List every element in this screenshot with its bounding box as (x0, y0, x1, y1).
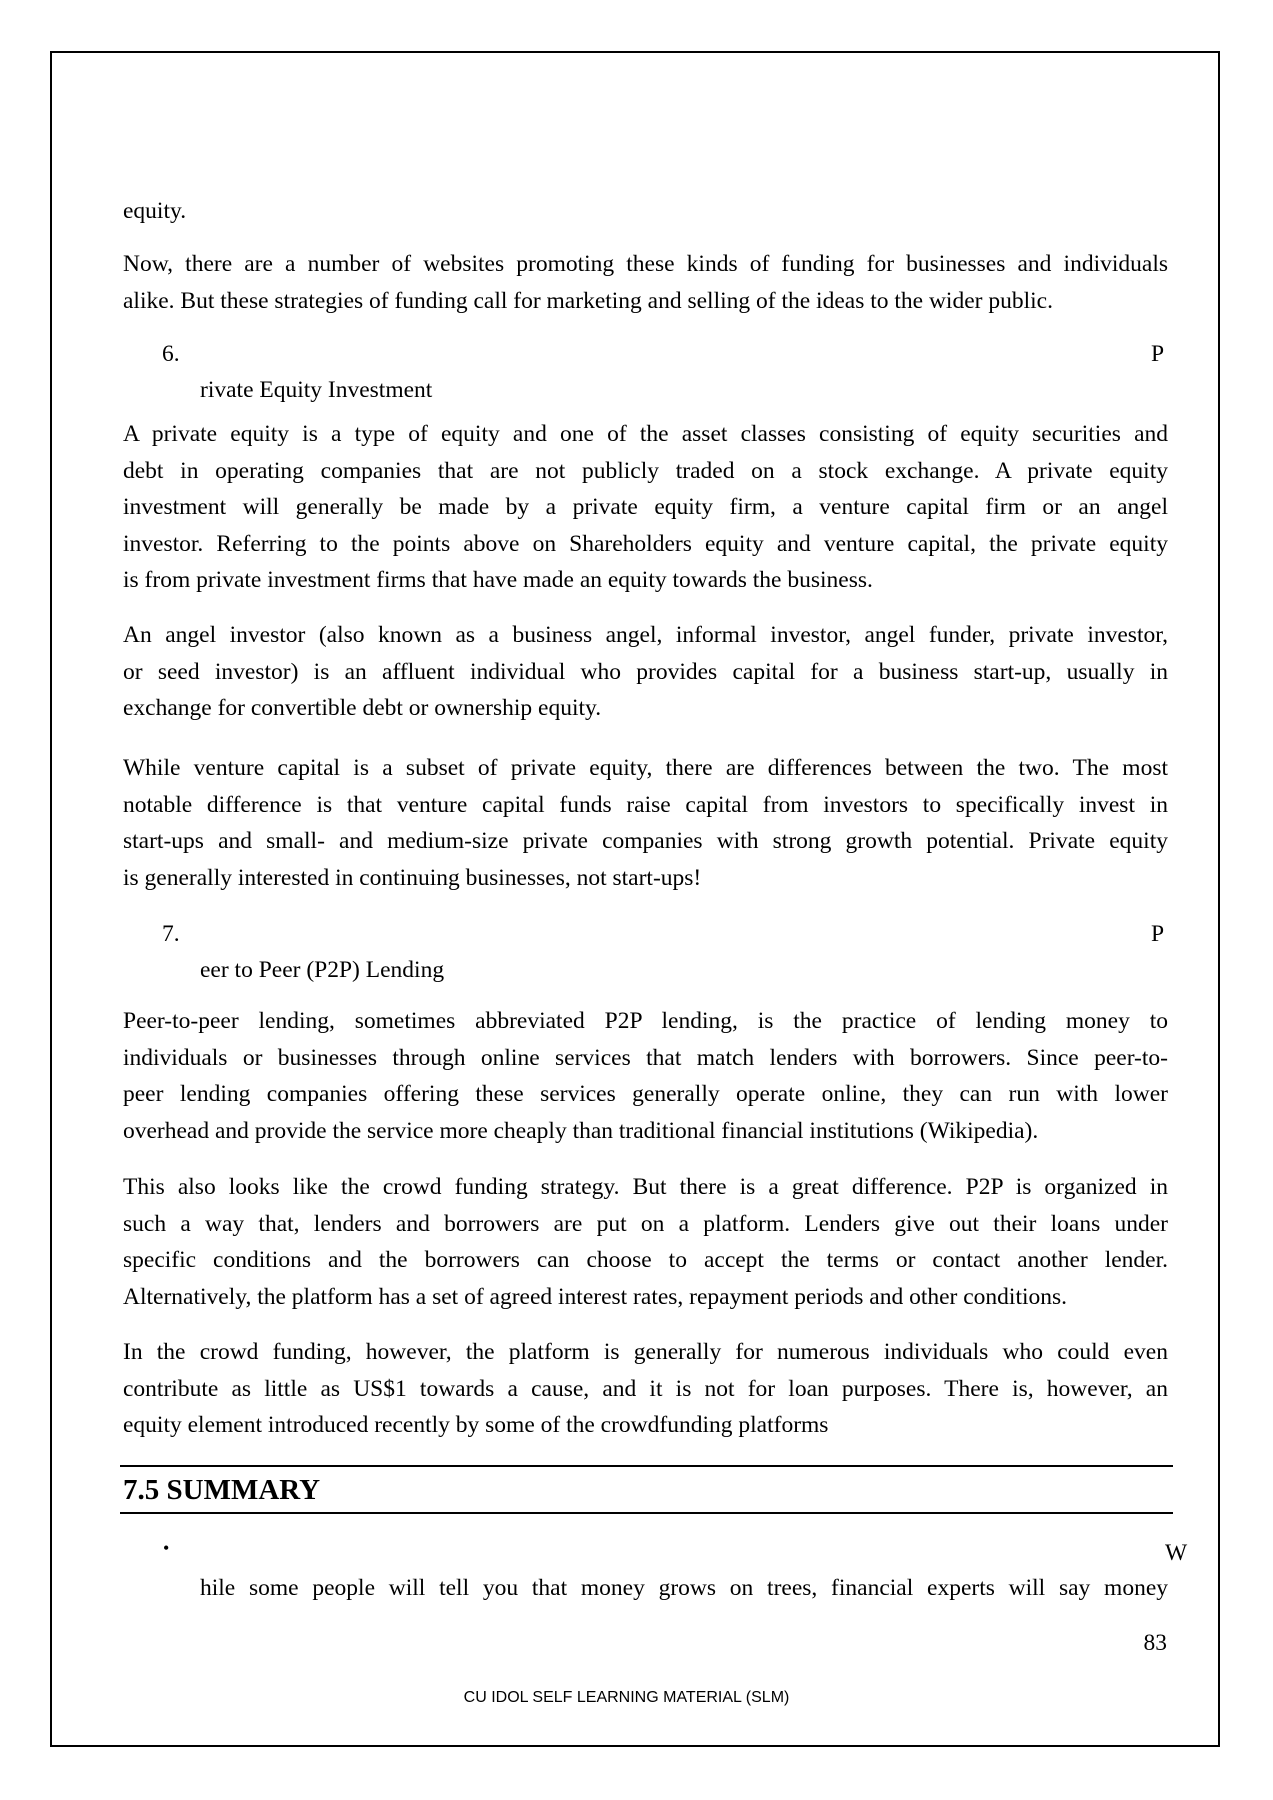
intro-paragraph (123, 246, 1168, 319)
p2p-definition-paragraph (123, 1003, 1168, 1149)
paragraph-line: alike. But these strategies of funding call for marketing and selling of the ideas to the wider public. (123, 287, 1053, 314)
page-number: 83 (1143, 1630, 1167, 1656)
paragraph-line: Alternatively, the platform has a set of agreed interest rates, repayment periods and other conditions. (123, 1283, 1068, 1310)
paragraph-line: While venture capital is a subset of private equity, there are differences between the two. The most (123, 755, 1168, 781)
section-7-number: 7. (162, 921, 180, 947)
paragraph-line: debt in operating companies that are not publicly traded on a stock exchange. A private equity (123, 457, 1168, 484)
paragraph-line: or seed investor) is an affluent individual who provides capital for a business start-up, usually in (123, 658, 1168, 685)
summary-top-rule (120, 1465, 1173, 1467)
paragraph-line: notable difference is that venture capital funds raise capital from investors to specifically invest in (123, 791, 1168, 818)
summary-bottom-rule (120, 1512, 1173, 1514)
paragraph-line: Now, there are a number of websites promoting these kinds of funding for businesses and individuals (123, 251, 1168, 277)
paragraph-line: is from private investment firms that have made an equity towards the business. (123, 567, 873, 594)
paragraph-line: individuals or businesses through online services that match lenders with borrowers. Since peer-to- (123, 1044, 1168, 1071)
summary-bullet-text (200, 1570, 1168, 1607)
paragraph-line: exchange for convertible debt or ownership equity. (123, 695, 602, 722)
footer-text: CU IDOL SELF LEARNING MATERIAL (SLM) (463, 1689, 790, 1706)
paragraph-line: This also looks like the crowd funding strategy. But there is a great difference. P2P is organized in (123, 1174, 1168, 1200)
section-6-number: 6. (162, 341, 180, 367)
paragraph-line: investor. Referring to the points above on Shareholders equity and venture capital, the private equity (123, 530, 1168, 557)
paragraph-line: investment will generally be made by a private equity firm, a venture capital firm or an angel (123, 494, 1168, 521)
paragraph-line: hile some people will tell you that money grows on trees, financial experts will say money (200, 1575, 1168, 1601)
paragraph-line: A private equity is a type of equity and one of the asset classes consisting of equity securities and (123, 421, 1168, 447)
paragraph-line: contribute as little as US$1 towards a cause, and it is not for loan purposes. There is, however, an (123, 1375, 1168, 1402)
angel-investor-paragraph (123, 617, 1168, 727)
section-6-drop-letter: P (1151, 341, 1165, 367)
section-6-title: rivate Equity Investment (200, 377, 433, 403)
paragraph-line: overhead and provide the service more cheaply than traditional financial institutions (Wikipedia). (123, 1117, 1039, 1144)
paragraph-line: is generally interested in continuing businesses, not start-ups! (123, 864, 702, 891)
summary-heading: 7.5 SUMMARY (123, 1474, 321, 1506)
private-equity-paragraph (123, 416, 1168, 599)
crowd-funding-comparison-paragraph (123, 1169, 1168, 1315)
venture-capital-paragraph (123, 750, 1168, 896)
paragraph-line: such a way that, lenders and borrowers are put on a platform. Lenders give out their loans under (123, 1210, 1168, 1237)
paragraph-line: peer lending companies offering these services generally operate online, they can run with lower (123, 1081, 1168, 1108)
summary-bullet-drop-letter: W (1165, 1540, 1188, 1566)
section-7-title: eer to Peer (P2P) Lending (200, 957, 445, 983)
paragraph-line: Peer-to-peer lending, sometimes abbreviated P2P lending, is the practice of lending money to (123, 1008, 1168, 1034)
continuation-text: equity. (123, 198, 187, 224)
bullet-icon: • (163, 1538, 170, 1558)
paragraph-line: start-ups and small- and medium-size private companies with strong growth potential. Private equity (123, 828, 1168, 855)
paragraph-line: equity element introduced recently by some of the crowdfunding platforms (123, 1412, 829, 1439)
section-7-drop-letter: P (1151, 921, 1165, 947)
crowd-funding-platform-paragraph (123, 1334, 1168, 1444)
paragraph-line: An angel investor (also known as a business angel, informal investor, angel funder, private investor, (123, 622, 1168, 648)
paragraph-line: specific conditions and the borrowers can choose to accept the terms or contact another lender. (123, 1247, 1168, 1274)
paragraph-line: In the crowd funding, however, the platform is generally for numerous individuals who could even (123, 1339, 1168, 1365)
